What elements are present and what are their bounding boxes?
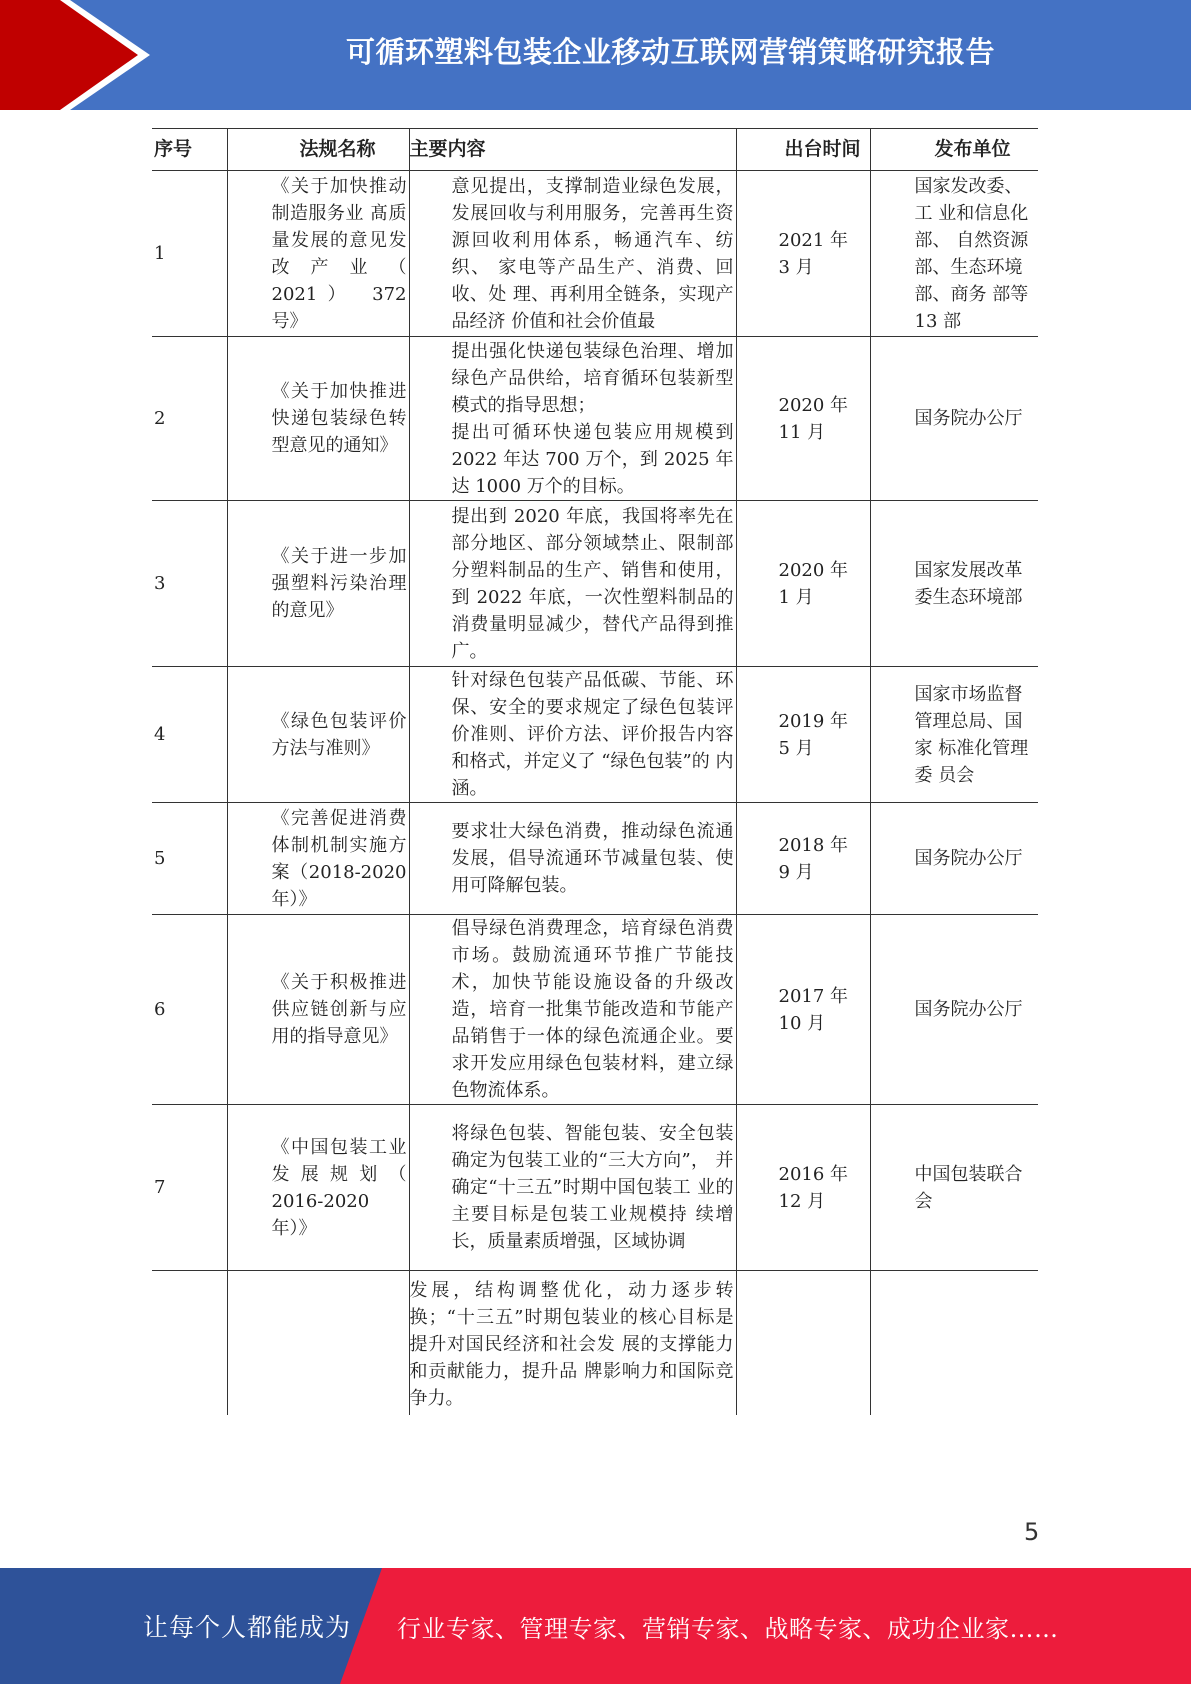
issue-date: 2021 年 3 月	[736, 171, 870, 337]
regulation-name: 《关于加快推动 制造服务业 髙质 量发展的意见发 改产业（ 2021） 372 号》	[227, 171, 409, 337]
regulation-content-part-2: 提出可循环快递包装应用规模到 2022 年达 700 万个，到 2025 年达 1000 万个的目标。	[451, 421, 734, 497]
row-index: 6	[152, 915, 227, 1105]
table-row	[152, 667, 1038, 803]
issue-date: 2018 年 9 月	[736, 803, 870, 915]
empty-cell	[870, 1271, 1038, 1415]
row-index: 1	[152, 171, 227, 337]
issuing-organization: 中国包装联合会	[870, 1105, 1038, 1271]
regulation-content-continued: 发展，结构调整优化，动力逐步转换；“十三五”时期包装业的核心目标是提升对国民经济和社会发 展的支撑能力和贡献能力，提升品 牌影响力和国际竞争力。	[409, 1271, 736, 1415]
issue-date: 2020 年 11 月	[736, 337, 870, 501]
regulation-name: 《关于进一步加 强塑料污染治理 的意见》	[227, 501, 409, 667]
regulation-content: 将绿色包装、智能包装、安全包装 确定为包装工业的“三大方向”， 并确定“十三五”时期中国包装工 业的主要目标是包装工业规模持 续增长，质量素质增强，区域协调	[409, 1105, 736, 1271]
regulation-content-part-1: 提出强化快递包装绿色治理、增加 绿色产品供给，培育循环包装新型 模式的指导思想；	[451, 340, 734, 416]
issue-date: 2020 年 1 月	[736, 501, 870, 667]
page-header	[0, 0, 1191, 110]
row-index: 2	[152, 337, 227, 501]
regulation-name: 《中国包装工业 发展规划（ 2016-2020 年）》	[227, 1105, 409, 1271]
table-row-continuation	[152, 1271, 1038, 1415]
issue-date: 2019 年 5 月	[736, 667, 870, 803]
table-row	[152, 915, 1038, 1105]
issue-date: 2016 年 12 月	[736, 1105, 870, 1271]
issuing-organization: 国家发展改革委生态环境部	[870, 501, 1038, 667]
empty-cell	[736, 1271, 870, 1415]
regulation-name: 《关于加快推进 快递包装绿色转 型意见的通知》	[227, 337, 409, 501]
empty-cell	[152, 1271, 227, 1415]
regulation-name: 《绿色包装评价 方法与准则》	[227, 667, 409, 803]
column-header-date: 出台时间	[736, 129, 870, 171]
regulation-content: 倡导绿色消费理念，培育绿色消费 市场。鼓励流通环节推广节能技 术，加快节能设施设备的升级改 造，培育一批集节能改造和节能产 品销售于一体的绿色流通企业。要 求开发应用绿色包装材料，建立绿 色物流体系。	[409, 915, 736, 1105]
header-red-arrow	[0, 0, 140, 110]
page-footer	[0, 1568, 1191, 1684]
issuing-organization: 国务院办公厅	[870, 337, 1038, 501]
table-row	[152, 1105, 1038, 1271]
issuing-organization: 国务院办公厅	[870, 915, 1038, 1105]
empty-cell	[227, 1271, 409, 1415]
table-row	[152, 501, 1038, 667]
regulation-content: 针对绿色包装产品低碳、节能、环 保、安全的要求规定了绿色包装评 价准则、评价方法、评价报告内容 和格式，并定义了 “绿色包装”的 内涵。	[409, 667, 736, 803]
row-index: 4	[152, 667, 227, 803]
column-header-org: 发布单位	[870, 129, 1038, 171]
regulation-content: 意见提出，支撑制造业绿色发展，发展回收与利用服务，完善再生资 源回收利用体系，畅通汽车、纺织、 家电等产品生产、消费、回收、处 理、再利用全链条，实现产品经济 价值和社会价值最	[409, 171, 736, 337]
regulation-content	[409, 337, 736, 501]
column-header-content: 主要内容	[409, 129, 736, 171]
regulation-content: 要求壮大绿色消费，推动绿色流通 发展，倡导流通环节减量包装、使 用可降解包装。	[409, 803, 736, 915]
table-row	[152, 337, 1038, 501]
regulations-table	[152, 128, 1038, 1415]
report-title: 可循环塑料包装企业移动互联网营销策略研究报告	[345, 34, 995, 69]
row-index: 7	[152, 1105, 227, 1271]
issuing-organization: 国务院办公厅	[870, 803, 1038, 915]
issuing-organization: 国家发改委、工 业和信息化部、 自然资源部、生态环境部、商务 部等 13 部	[870, 171, 1038, 337]
row-index: 5	[152, 803, 227, 915]
footer-slogan-right: 行业专家、管理专家、营销专家、战略专家、成功企业家……	[397, 1614, 1059, 1643]
column-header-index: 序号	[152, 129, 227, 171]
issue-date: 2017 年 10 月	[736, 915, 870, 1105]
table-row	[152, 171, 1038, 337]
column-header-name: 法规名称	[227, 129, 409, 171]
row-index: 3	[152, 501, 227, 667]
table-header-row	[152, 129, 1038, 171]
regulation-name: 《完善促进消费 体制机制实施方 案（2018-2020 年）》	[227, 803, 409, 915]
table-row	[152, 803, 1038, 915]
regulation-name: 《关于积极推进 供应链创新与应 用的指导意见》	[227, 915, 409, 1105]
issuing-organization: 国家市场监督管理总局、国家 标准化管理委 员会	[870, 667, 1038, 803]
regulation-content: 提出到 2020 年底，我国将率先在部分地区、部分领域禁止、限制部 分塑料制品的生产、销售和使用， 到 2022 年底，一次性塑料制品的 消费量明显减少，替代产品得到推 广。	[409, 501, 736, 667]
page-number: 5	[1024, 1518, 1040, 1546]
footer-slogan-left: 让每个人都能成为	[143, 1613, 352, 1642]
